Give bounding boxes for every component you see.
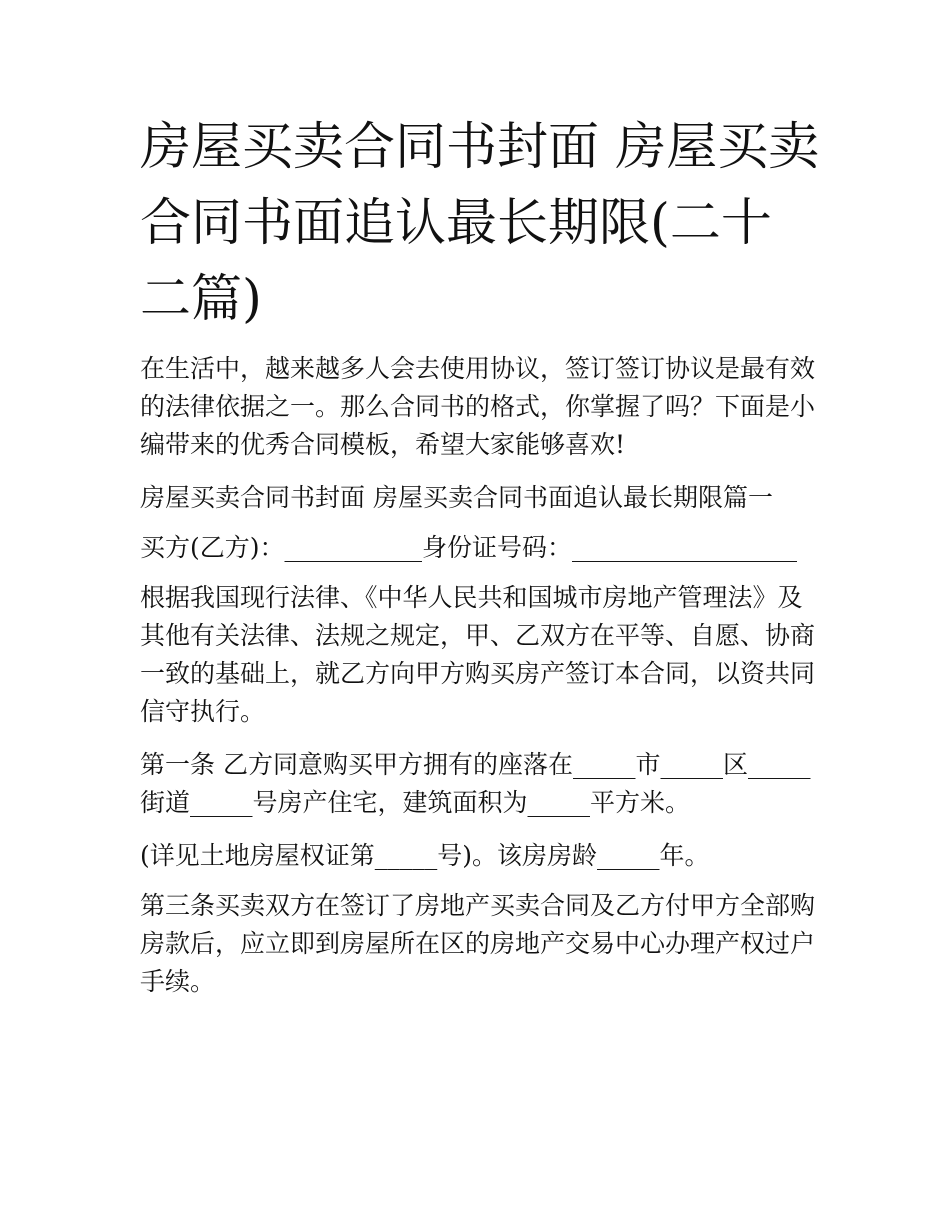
document-page	[140, 110, 820, 1016]
certificate-paragraph: (详见土地房屋权证第_____号)。该房房龄_____年。	[140, 841, 710, 870]
section-heading: 房屋买卖合同书封面 房屋买卖合同书面追认最长期限篇一	[140, 483, 773, 512]
buyer-line: 买方(乙方)：___________身份证号码：__________________	[140, 533, 798, 562]
document-title: 房屋买卖合同书封面 房屋买卖合同书面追认最长期限(二十二篇)	[140, 118, 820, 329]
intro-paragraph: 在生活中，越来越多人会去使用协议，签订签订协议是最有效的法律依据之一。那么合同书的格式，你掌握了吗？下面是小编带来的优秀合同模板，希望大家能够喜欢!	[140, 354, 816, 459]
preamble-paragraph: 根据我国现行法律、《中华人民共和国城市房地产管理法》及其他有关法律、法规之规定，甲、乙双方在平等、自愿、协商一致的基础上，就乙方向甲方购买房产签订本合同，以资共同信守执行。	[140, 583, 816, 726]
article-one-paragraph: 第一条 乙方同意购买甲方拥有的座落在_____市_____区_____街道_____号房产住宅，建筑面积为_____平方米。	[140, 750, 811, 817]
article-three-paragraph: 第三条买卖双方在签订了房地产买卖合同及乙方付甲方全部购房款后，应立即到房屋所在区的房地产交易中心办理产权过户手续。	[140, 891, 816, 996]
